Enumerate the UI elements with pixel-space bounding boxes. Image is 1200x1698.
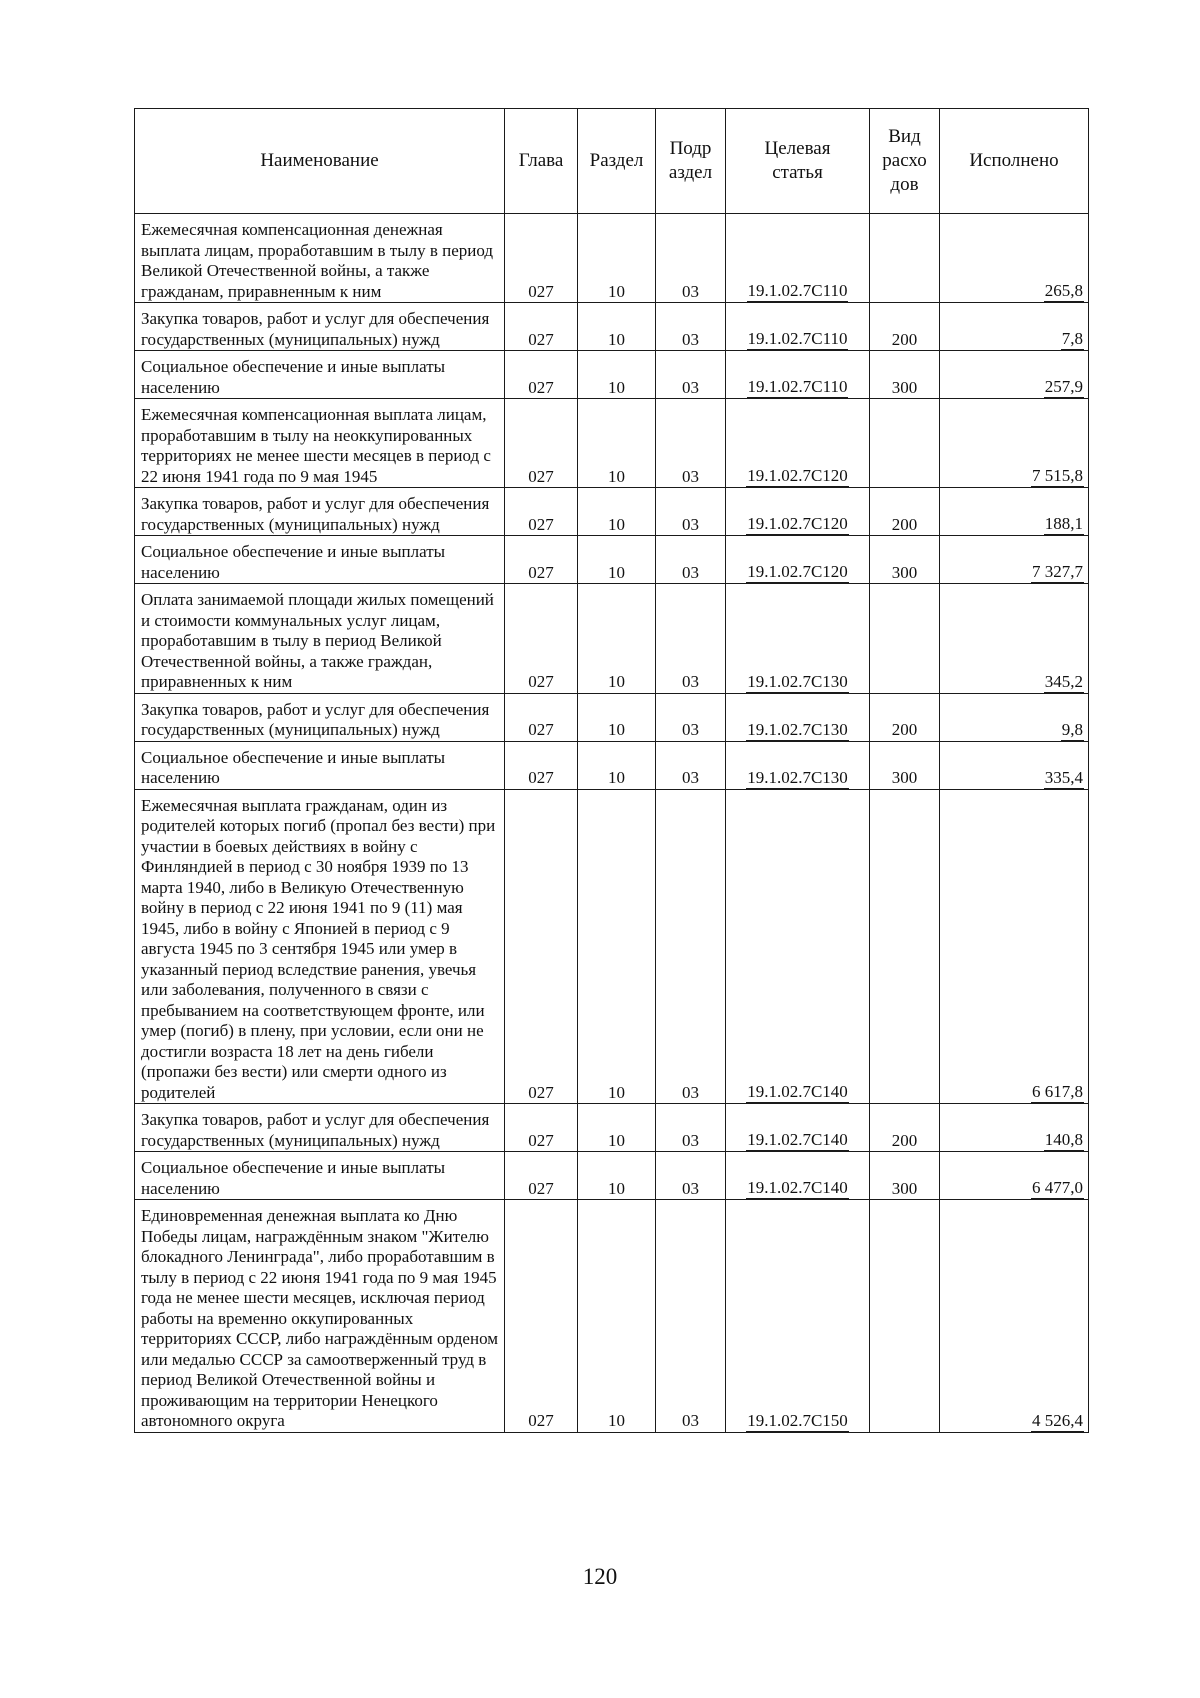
cell-razdel-container (578, 351, 656, 399)
cell-ispolneno-container (940, 1152, 1089, 1200)
cell-podrazdel: 03 (682, 768, 699, 787)
cell-razdel: 10 (608, 514, 625, 534)
cell-glava: 027 (528, 562, 554, 582)
cell-tselevaya-statya: 19.1.02.7С110 (747, 329, 848, 348)
cell-glava: 027 (528, 768, 554, 787)
table-row (135, 1152, 1089, 1200)
cell-tselevaya-statya-container (726, 536, 870, 584)
cell-vid-raskhodov: 200 (891, 329, 918, 349)
cell-vid-raskhodov-container (870, 741, 940, 789)
cell-tselevaya-statya: 19.1.02.7С130 (747, 671, 848, 691)
cell-podrazdel-container (656, 351, 726, 399)
cell-tselevaya-statya: 19.1.02.7С140 (747, 1178, 848, 1197)
cell-glava-container (505, 584, 578, 694)
cell-razdel: 10 (608, 281, 625, 301)
cell-podrazdel: 03 (682, 514, 699, 534)
cell-razdel-container (578, 399, 656, 488)
cell-name: Социальное обеспечение и иные выплаты населению (135, 351, 505, 399)
cell-tselevaya-statya: 19.1.02.7С120 (747, 514, 848, 533)
cell-ispolneno: 9,8 (1061, 719, 1083, 739)
cell-glava: 027 (528, 281, 554, 301)
cell-podrazdel-container (656, 741, 726, 789)
cell-vid-raskhodov: 300 (891, 377, 918, 397)
cell-razdel-container (578, 584, 656, 694)
cell-razdel: 10 (608, 1178, 625, 1198)
cell-glava-container (505, 214, 578, 303)
cell-ispolneno-container (940, 693, 1089, 741)
cell-tselevaya-statya: 19.1.02.7С110 (747, 281, 848, 300)
cell-name: Закупка товаров, работ и услуг для обеспечения государственных (муниципальных) нужд (135, 488, 505, 536)
cell-vid-raskhodov: 200 (891, 720, 918, 739)
cell-podrazdel-container (656, 584, 726, 694)
cell-ispolneno-container (940, 1104, 1089, 1152)
table-row (135, 303, 1089, 351)
cell-tselevaya-statya: 19.1.02.7С130 (747, 767, 848, 787)
cell-tselevaya-statya-container (726, 693, 870, 741)
cell-razdel-container (578, 1200, 656, 1433)
cell-name: Социальное обеспечение и иные выплаты населению (135, 1152, 505, 1200)
cell-tselevaya-statya: 19.1.02.7С150 (747, 1410, 848, 1430)
cell-vid-raskhodov-container (870, 789, 940, 1104)
cell-glava: 027 (528, 1178, 554, 1198)
cell-ispolneno-container (940, 214, 1089, 303)
cell-name: Ежемесячная выплата гражданам, один из родителей которых погиб (пропал без вести) при участии в боевых действиях в войну с Финляндией в период с 30 ноября 1939 по 13 марта 1940, либо в Великую Отечественную войну в период с 22 июня 1941 по 9 (11) мая 1945, либо в войну с Японией в период с 9 августа 1945 по 3 сентября 1945 или умер в указанный период вследствие ранения, увечья или заболевания, полученного в связи с пребыванием на соответствующем фронте, или умер (погиб) в плену, при условии, если они не достигли возраста 18 лет на день гибели (пропажи без вести) или смерти одного из родителей (135, 789, 505, 1104)
cell-tselevaya-statya-container (726, 351, 870, 399)
cell-vid-raskhodov-container (870, 351, 940, 399)
cell-razdel: 10 (608, 672, 625, 691)
cell-razdel-container (578, 303, 656, 351)
cell-ispolneno: 7 515,8 (1032, 466, 1083, 485)
cell-razdel-container (578, 789, 656, 1104)
cell-vid-raskhodov-container (870, 214, 940, 303)
cell-razdel: 10 (608, 768, 625, 787)
cell-tselevaya-statya-container (726, 1104, 870, 1152)
cell-razdel-container (578, 1104, 656, 1152)
cell-tselevaya-statya-container (726, 214, 870, 303)
cell-podrazdel-container (656, 789, 726, 1104)
page-number: 120 (582, 1564, 618, 1589)
cell-podrazdel: 03 (682, 466, 699, 486)
cell-glava: 027 (528, 720, 554, 739)
header-vid-raskhodov: Вид расхо дов (870, 109, 940, 214)
table-header-row (135, 109, 1089, 214)
table-row (135, 1200, 1089, 1433)
cell-vid-raskhodov: 200 (891, 1130, 918, 1150)
cell-name: Закупка товаров, работ и услуг для обеспечения государственных (муниципальных) нужд (135, 1104, 505, 1152)
cell-podrazdel-container (656, 1152, 726, 1200)
table-body (135, 214, 1089, 1433)
cell-ispolneno: 188,1 (1044, 514, 1083, 533)
cell-podrazdel: 03 (682, 377, 699, 397)
cell-ispolneno-container (940, 303, 1089, 351)
cell-podrazdel: 03 (682, 329, 699, 349)
cell-glava-container (505, 1200, 578, 1433)
cell-tselevaya-statya: 19.1.02.7С120 (747, 466, 848, 485)
cell-ispolneno-container (940, 789, 1089, 1104)
cell-glava-container (505, 693, 578, 741)
cell-ispolneno-container (940, 741, 1089, 789)
cell-ispolneno: 345,2 (1044, 671, 1083, 691)
cell-razdel-container (578, 536, 656, 584)
cell-ispolneno: 140,8 (1044, 1130, 1083, 1149)
cell-podrazdel-container (656, 536, 726, 584)
cell-glava-container (505, 351, 578, 399)
cell-razdel: 10 (608, 1082, 625, 1102)
table-row (135, 488, 1089, 536)
table-row (135, 399, 1089, 488)
table-row (135, 741, 1089, 789)
cell-glava: 027 (528, 466, 554, 486)
table-row (135, 214, 1089, 303)
cell-podrazdel: 03 (682, 1082, 699, 1102)
cell-tselevaya-statya-container (726, 741, 870, 789)
cell-glava: 027 (528, 1130, 554, 1150)
table-row (135, 536, 1089, 584)
cell-vid-raskhodov: 300 (891, 562, 918, 582)
cell-podrazdel: 03 (682, 672, 699, 691)
cell-vid-raskhodov-container (870, 584, 940, 694)
cell-ispolneno-container (940, 1200, 1089, 1433)
cell-ispolneno: 265,8 (1044, 281, 1083, 300)
cell-tselevaya-statya-container (726, 1200, 870, 1433)
header-podrazdel: Подр аздел (656, 109, 726, 214)
cell-tselevaya-statya-container (726, 303, 870, 351)
cell-tselevaya-statya: 19.1.02.7С140 (747, 1082, 848, 1101)
cell-vid-raskhodov: 300 (891, 1178, 918, 1198)
cell-tselevaya-statya-container (726, 584, 870, 694)
cell-razdel: 10 (608, 562, 625, 582)
cell-glava-container (505, 741, 578, 789)
cell-glava-container (505, 399, 578, 488)
cell-podrazdel-container (656, 488, 726, 536)
cell-vid-raskhodov-container (870, 303, 940, 351)
cell-vid-raskhodov-container (870, 1152, 940, 1200)
cell-podrazdel-container (656, 214, 726, 303)
table-row (135, 351, 1089, 399)
cell-vid-raskhodov-container (870, 693, 940, 741)
header-glava: Глава (505, 109, 578, 214)
cell-name: Оплата занимаемой площади жилых помещений и стоимости коммунальных услуг лицам, проработавшим в тылу в период Великой Отечественной войны, а также граждан, приравненных к ним (135, 584, 505, 694)
cell-ispolneno-container (940, 399, 1089, 488)
cell-ispolneno: 6 617,8 (1032, 1082, 1083, 1101)
header-name: Наименование (135, 109, 505, 214)
cell-glava: 027 (528, 1411, 554, 1430)
cell-ispolneno-container (940, 488, 1089, 536)
cell-podrazdel-container (656, 1200, 726, 1433)
cell-glava: 027 (528, 377, 554, 397)
cell-podrazdel: 03 (682, 1178, 699, 1198)
cell-razdel: 10 (608, 1411, 625, 1430)
cell-podrazdel: 03 (682, 1411, 699, 1430)
cell-podrazdel-container (656, 303, 726, 351)
cell-ispolneno: 7 327,7 (1032, 562, 1083, 581)
cell-tselevaya-statya-container (726, 789, 870, 1104)
header-ispolneno: Исполнено (940, 109, 1089, 214)
cell-glava-container (505, 536, 578, 584)
cell-razdel: 10 (608, 377, 625, 397)
cell-podrazdel: 03 (682, 562, 699, 582)
cell-razdel: 10 (608, 720, 625, 739)
cell-name: Ежемесячная компенсационная денежная выплата лицам, проработавшим в тылу в период Великой Отечественной войны, а также гражданам, приравненным к ним (135, 214, 505, 303)
table-row (135, 1104, 1089, 1152)
cell-glava-container (505, 488, 578, 536)
cell-razdel-container (578, 1152, 656, 1200)
cell-glava: 027 (528, 672, 554, 691)
cell-ispolneno: 335,4 (1044, 767, 1083, 787)
cell-podrazdel-container (656, 1104, 726, 1152)
cell-glava: 027 (528, 1082, 554, 1102)
cell-glava-container (505, 303, 578, 351)
cell-razdel-container (578, 741, 656, 789)
cell-ispolneno-container (940, 584, 1089, 694)
table-row (135, 789, 1089, 1104)
cell-vid-raskhodov-container (870, 399, 940, 488)
cell-vid-raskhodov: 300 (891, 768, 918, 787)
cell-name: Ежемесячная компенсационная выплата лицам, проработавшим в тылу на неоккупированных территориях не менее шести месяцев в период с 22 июня 1941 года по 9 мая 1945 (135, 399, 505, 488)
table-row (135, 584, 1089, 694)
cell-name: Социальное обеспечение и иные выплаты населению (135, 741, 505, 789)
cell-razdel: 10 (608, 466, 625, 486)
header-razdel: Раздел (578, 109, 656, 214)
cell-vid-raskhodov-container (870, 536, 940, 584)
cell-razdel: 10 (608, 1130, 625, 1150)
cell-vid-raskhodov-container (870, 1104, 940, 1152)
cell-ispolneno-container (940, 536, 1089, 584)
budget-table (134, 108, 1089, 1433)
cell-podrazdel: 03 (682, 281, 699, 301)
cell-razdel-container (578, 488, 656, 536)
cell-ispolneno: 7,8 (1061, 329, 1083, 348)
cell-glava-container (505, 1104, 578, 1152)
cell-ispolneno: 6 477,0 (1032, 1178, 1083, 1197)
cell-ispolneno: 257,9 (1044, 377, 1083, 396)
cell-razdel-container (578, 693, 656, 741)
cell-glava-container (505, 789, 578, 1104)
cell-tselevaya-statya: 19.1.02.7С130 (747, 719, 848, 739)
cell-tselevaya-statya-container (726, 399, 870, 488)
cell-tselevaya-statya: 19.1.02.7С140 (747, 1130, 848, 1149)
cell-glava-container (505, 1152, 578, 1200)
cell-name: Единовременная денежная выплата ко Дню Победы лицам, награждённым знаком "Жителю блокадного Ленинграда", либо проработавшим в тылу в период с 22 июня 1941 года по 9 мая 1945 года не менее шести месяцев, исключая период работы на временно оккупированных территориях СССР, либо награждённым орденом или медалью СССР за самоотверженный труд в период Великой Отечественной войны и проживающим на территории Ненецкого автономного округа (135, 1200, 505, 1433)
cell-ispolneno: 4 526,4 (1032, 1410, 1083, 1430)
cell-podrazdel-container (656, 693, 726, 741)
cell-vid-raskhodov-container (870, 488, 940, 536)
cell-tselevaya-statya: 19.1.02.7С120 (747, 562, 848, 581)
cell-vid-raskhodov-container (870, 1200, 940, 1433)
cell-glava: 027 (528, 329, 554, 349)
cell-razdel-container (578, 214, 656, 303)
cell-vid-raskhodov: 200 (891, 514, 918, 534)
cell-podrazdel: 03 (682, 720, 699, 739)
header-tselevaya-statya: Целевая статья (726, 109, 870, 214)
cell-tselevaya-statya-container (726, 1152, 870, 1200)
cell-glava: 027 (528, 514, 554, 534)
cell-ispolneno-container (940, 351, 1089, 399)
table-row (135, 693, 1089, 741)
cell-name: Социальное обеспечение и иные выплаты населению (135, 536, 505, 584)
cell-tselevaya-statya: 19.1.02.7С110 (747, 377, 848, 396)
cell-name: Закупка товаров, работ и услуг для обеспечения государственных (муниципальных) нужд (135, 303, 505, 351)
cell-razdel: 10 (608, 329, 625, 349)
cell-tselevaya-statya-container (726, 488, 870, 536)
cell-podrazdel-container (656, 399, 726, 488)
cell-podrazdel: 03 (682, 1130, 699, 1150)
cell-name: Закупка товаров, работ и услуг для обеспечения государственных (муниципальных) нужд (135, 693, 505, 741)
